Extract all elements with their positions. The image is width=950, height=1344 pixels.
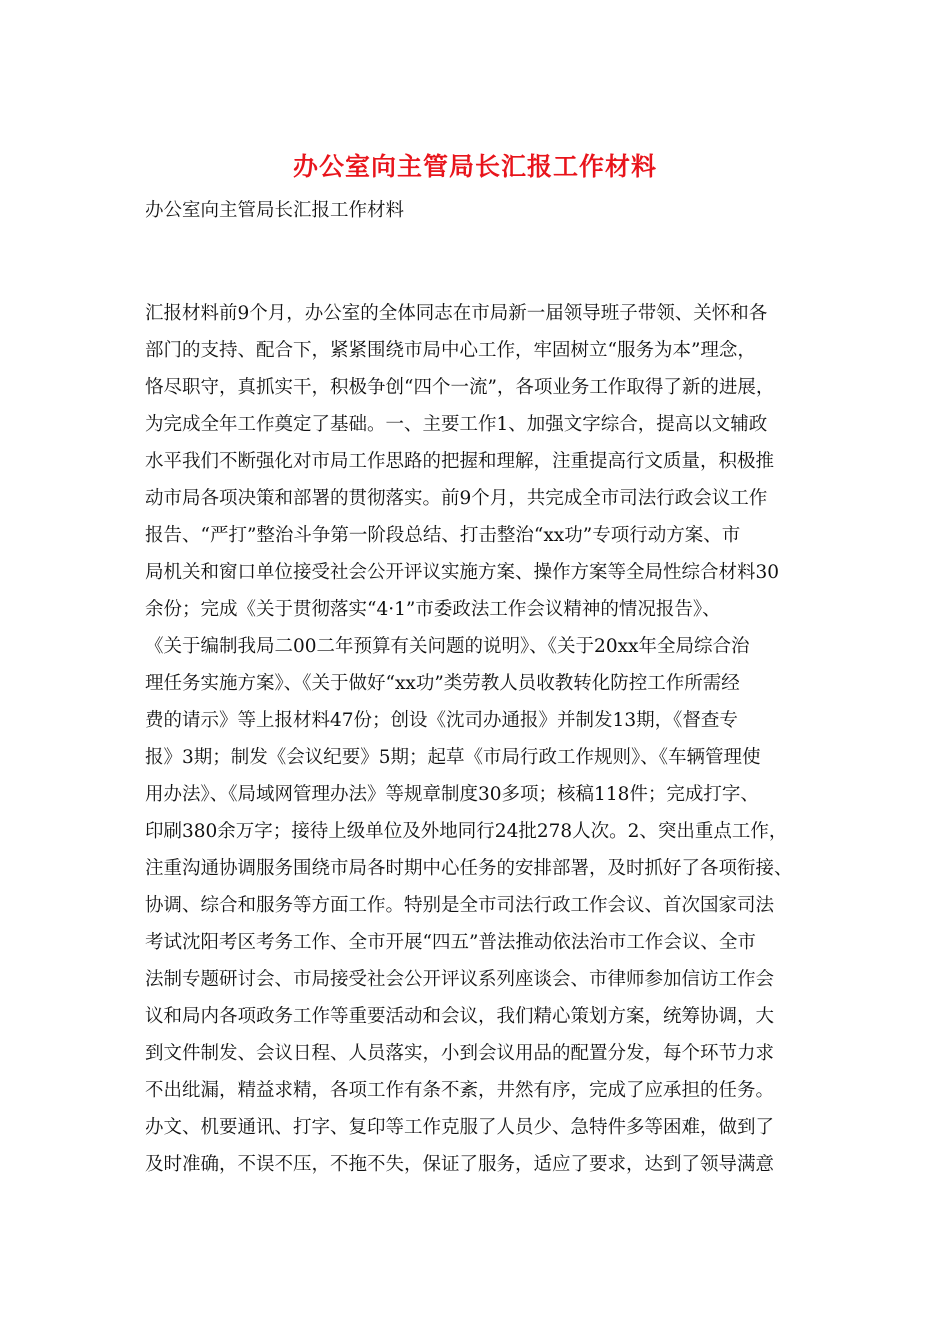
body-line: 法制专题研讨会、市局接受社会公开评议系列座谈会、市律师参加信访工作会 — [145, 969, 775, 990]
body-line: 《关于编制我局二00二年预算有关问题的说明》、《关于20xx年全局综合治 — [145, 636, 750, 657]
body-line: 水平我们不断强化对市局工作思路的把握和理解，注重提高行文质量，积极推 — [145, 451, 775, 472]
body-line: 部门的支持、配合下，紧紧围绕市局中心工作，牢固树立“服务为本”理念， — [145, 340, 756, 361]
body-line: 不出纰漏，精益求精，各项工作有条不紊，井然有序，完成了应承担的任务。 — [145, 1080, 775, 1101]
body-line: 恪尽职守，真抓实干，积极争创“四个一流”，各项业务工作取得了新的进展， — [145, 377, 775, 398]
body-line: 考试沈阳考区考务工作、全市开展“四五”普法推动依法治市工作会议、全市 — [145, 932, 756, 953]
document-title: 办公室向主管局长汇报工作材料 — [292, 152, 657, 181]
body-line: 报》3期；制发《会议纪要》5期；起草《市局行政工作规则》、《车辆管理使 — [145, 747, 761, 768]
body-line: 报告、“严打”整治斗争第一阶段总结、打击整治“xx功”专项行动方案、市 — [145, 525, 741, 546]
body-line: 汇报材料前9个月，办公室的全体同志在市局新一届领导班子带领、关怀和各 — [145, 303, 768, 324]
body-line: 议和局内各项政务工作等重要活动和会议，我们精心策划方案，统筹协调，大 — [145, 1006, 775, 1027]
body-line: 费的请示》等上报材料47份；创设《沈司办通报》并制发13期，《督查专 — [145, 710, 738, 731]
body-line: 印刷380余万字；接待上级单位及外地同行24批278人次。2、突出重点工作， — [145, 821, 788, 842]
body-line: 注重沟通协调服务围绕市局各时期中心任务的安排部署，及时抓好了各项衔接、 — [145, 858, 793, 879]
document-subtitle: 办公室向主管局长汇报工作材料 — [145, 200, 405, 221]
body-line: 协调、综合和服务等方面工作。特别是全市司法行政工作会议、首次国家司法 — [145, 895, 775, 916]
body-line: 及时准确，不误不压，不拖不失，保证了服务，适应了要求，达到了领导满意 — [145, 1154, 775, 1175]
body-line: 动市局各项决策和部署的贯彻落实。前9个月，共完成全市司法行政会议工作 — [145, 488, 768, 509]
document-body — [145, 300, 825, 1188]
body-line: 到文件制发、会议日程、人员落实，小到会议用品的配置分发，每个环节力求 — [145, 1043, 775, 1064]
body-line: 理任务实施方案》、《关于做好“xx功”类劳教人员收教转化防控工作所需经 — [145, 673, 740, 694]
body-line: 办文、机要通讯、打字、复印等工作克服了人员少、急特件多等困难，做到了 — [145, 1117, 775, 1138]
body-line: 为完成全年工作奠定了基础。一、主要工作1、加强文字综合，提高以文辅政 — [145, 414, 768, 435]
body-line: 局机关和窗口单位接受社会公开评议实施方案、操作方案等全局性综合材料30 — [145, 562, 780, 583]
body-line: 余份；完成《关于贯彻落实“4·1”市委政法工作会议精神的情况报告》、 — [145, 599, 721, 620]
body-line: 用办法》、《局域网管理办法》等规章制度30多项；核稿118件；完成打字、 — [145, 784, 759, 805]
